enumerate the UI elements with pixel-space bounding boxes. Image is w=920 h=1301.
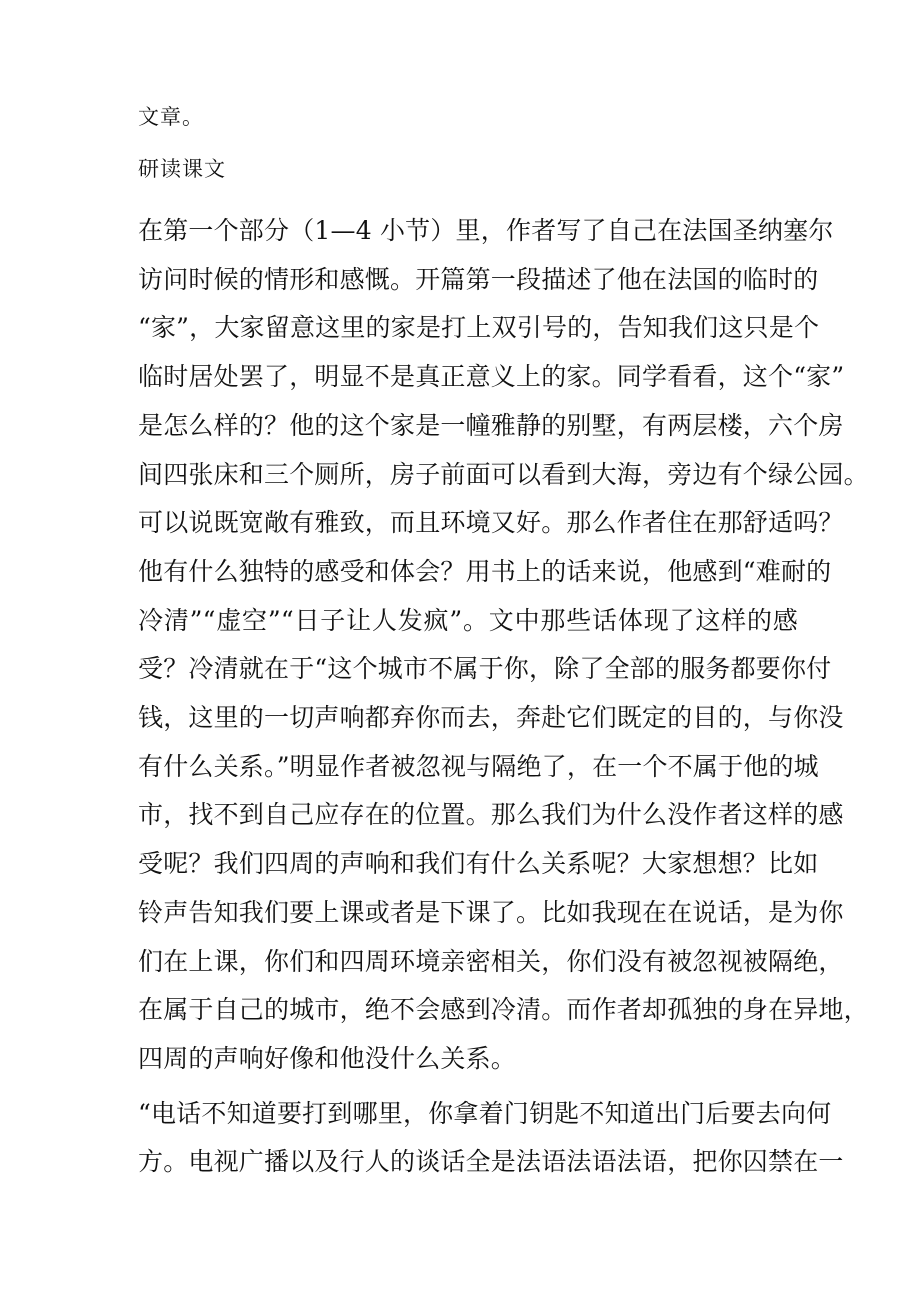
paragraph-1-line: 市，找不到自己应存在的位置。那么我们为什么没作者这样的感 xyxy=(138,800,844,830)
paragraph-1-line: 钱，这里的一切声响都弃你而去，奔赴它们既定的目的，与你没 xyxy=(138,703,844,733)
paragraph-1-line: “家”，大家留意这里的家是打上双引号的，告知我们这只是个 xyxy=(138,313,820,343)
paragraph-1-line: 铃声告知我们要上课或者是下课了。比如我现在在说话，是为你 xyxy=(138,897,844,927)
section-heading: 研读课文 xyxy=(138,157,226,181)
paragraph-1-line: 在第一个部分（1—4 小节）里，作者写了自己在法国圣纳塞尔 xyxy=(138,216,834,245)
document-page xyxy=(138,103,869,1187)
paragraph-1-line: 可以说既宽敞有雅致，而且环境又好。那么作者住在那舒适吗？ xyxy=(138,508,844,538)
paragraph-1-line: 四周的声响好像和他没什么关系。 xyxy=(138,1043,517,1073)
paragraph-1-line: 受？冷清就在于“这个城市不属于你，除了全部的服务都要你付 xyxy=(138,654,832,684)
paragraph-1-line: 是怎么样的？他的这个家是一幢雅静的别墅，有两层楼，六个房 xyxy=(138,410,844,440)
paragraph-1 xyxy=(138,207,869,1084)
paragraph-1-line: 间四张床和三个厕所，房子前面可以看到大海，旁边有个绿公园。 xyxy=(138,459,869,489)
paragraph-1-line: 冷清”“虚空”“日子让人发疯”。文中那些话体现了这样的感 xyxy=(138,605,798,635)
paragraph-1-line: 们在上课，你们和四周环境亲密相关，你们没有被忽视被隔绝， xyxy=(138,946,844,976)
paragraph-1-line: 临时居处罢了，明显不是真正意义上的家。同学看看，这个“家” xyxy=(138,362,845,392)
paragraph-1-line: 受呢？我们四周的声响和我们有什么关系呢？大家想想？比如 xyxy=(138,849,819,879)
paragraph-2-line: “电话不知道要打到哪里，你拿着门钥匙不知道出门后要去向何 xyxy=(138,1098,832,1128)
paragraph-1-line: 在属于自己的城市，绝不会感到冷清。而作者却孤独的身在异地， xyxy=(138,995,869,1025)
paragraph-1-line: 他有什么独特的感受和体会？用书上的话来说，他感到“难耐的 xyxy=(138,556,832,586)
paragraph-1-line: 有什么关系。”明显作者被忽视与隔绝了，在一个不属于他的城 xyxy=(138,751,819,781)
paragraph-2 xyxy=(138,1090,844,1187)
paragraph-1-line: 访问时候的情形和感慨。开篇第一段描述了他在法国的临时的 xyxy=(138,264,819,294)
paragraph-2-line: 方。电视广播以及行人的谈话全是法语法语法语，把你囚禁在一 xyxy=(138,1147,844,1177)
text-line-top: 文章。 xyxy=(138,105,204,129)
